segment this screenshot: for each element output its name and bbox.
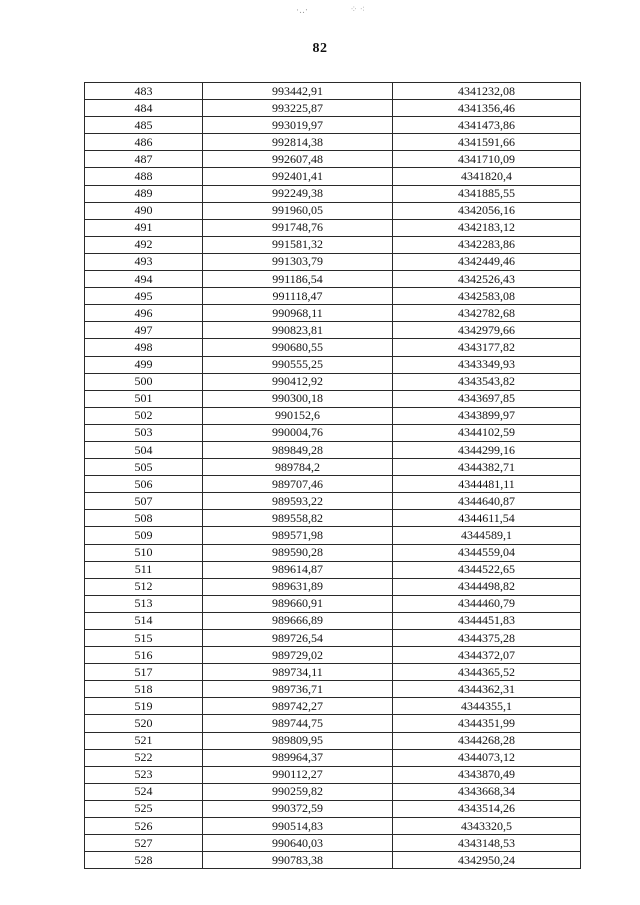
point-number-cell: 496: [85, 305, 203, 322]
x-coordinate-cell: 990152,6: [203, 407, 393, 424]
table-row: [85, 219, 581, 236]
table-row: [85, 835, 581, 852]
page-number: 82: [312, 41, 328, 56]
table-row: [85, 476, 581, 493]
table-row: [85, 664, 581, 681]
x-coordinate-cell: 990680,55: [203, 339, 393, 356]
y-coordinate-cell: 4342526,43: [393, 271, 581, 288]
x-coordinate-cell: 990300,18: [203, 390, 393, 407]
table-row: [85, 373, 581, 390]
point-number-cell: 513: [85, 595, 203, 612]
coordinates-table-body: [85, 83, 581, 869]
x-coordinate-cell: 991186,54: [203, 271, 393, 288]
x-coordinate-cell: 989660,91: [203, 595, 393, 612]
y-coordinate-cell: 4342950,24: [393, 852, 581, 869]
point-number-cell: 501: [85, 390, 203, 407]
table-row: [85, 766, 581, 783]
table-row: [85, 595, 581, 612]
point-number-cell: 504: [85, 441, 203, 458]
table-row: [85, 339, 581, 356]
point-number-cell: 495: [85, 288, 203, 305]
y-coordinate-cell: 4344102,59: [393, 424, 581, 441]
x-coordinate-cell: 990372,59: [203, 800, 393, 817]
point-number-cell: 510: [85, 544, 203, 561]
table-row: [85, 134, 581, 151]
y-coordinate-cell: 4344268,28: [393, 732, 581, 749]
point-number-cell: 503: [85, 424, 203, 441]
point-number-cell: 515: [85, 630, 203, 647]
table-row: [85, 100, 581, 117]
y-coordinate-cell: 4344589,1: [393, 527, 581, 544]
y-coordinate-cell: 4341356,46: [393, 100, 581, 117]
point-number-cell: 499: [85, 356, 203, 373]
point-number-cell: 497: [85, 322, 203, 339]
point-number-cell: 487: [85, 151, 203, 168]
x-coordinate-cell: 990823,81: [203, 322, 393, 339]
table-row: [85, 185, 581, 202]
x-coordinate-cell: 991748,76: [203, 219, 393, 236]
x-coordinate-cell: 989666,89: [203, 612, 393, 629]
y-coordinate-cell: 4342979,66: [393, 322, 581, 339]
table-row: [85, 322, 581, 339]
table-row: [85, 305, 581, 322]
y-coordinate-cell: 4341710,09: [393, 151, 581, 168]
point-number-cell: 498: [85, 339, 203, 356]
table-row: [85, 818, 581, 835]
y-coordinate-cell: 4343543,82: [393, 373, 581, 390]
table-row: [85, 647, 581, 664]
point-number-cell: 512: [85, 578, 203, 595]
point-number-cell: 514: [85, 612, 203, 629]
x-coordinate-cell: 990514,83: [203, 818, 393, 835]
x-coordinate-cell: 989784,2: [203, 459, 393, 476]
x-coordinate-cell: 989734,11: [203, 664, 393, 681]
y-coordinate-cell: 4343320,5: [393, 818, 581, 835]
y-coordinate-cell: 4344365,52: [393, 664, 581, 681]
point-number-cell: 521: [85, 732, 203, 749]
point-number-cell: 507: [85, 493, 203, 510]
table-row: [85, 253, 581, 270]
y-coordinate-cell: 4343148,53: [393, 835, 581, 852]
x-coordinate-cell: 989736,71: [203, 681, 393, 698]
point-number-cell: 493: [85, 253, 203, 270]
x-coordinate-cell: 993019,97: [203, 117, 393, 134]
point-number-cell: 492: [85, 236, 203, 253]
point-number-cell: 500: [85, 373, 203, 390]
y-coordinate-cell: 4343899,97: [393, 407, 581, 424]
point-number-cell: 490: [85, 202, 203, 219]
table-row: [85, 527, 581, 544]
table-row: [85, 236, 581, 253]
x-coordinate-cell: 991960,05: [203, 202, 393, 219]
table-row: [85, 493, 581, 510]
point-number-cell: 509: [85, 527, 203, 544]
y-coordinate-cell: 4344559,04: [393, 544, 581, 561]
y-coordinate-cell: 4344481,11: [393, 476, 581, 493]
y-coordinate-cell: 4341820,4: [393, 168, 581, 185]
x-coordinate-cell: 993442,91: [203, 83, 393, 100]
point-number-cell: 494: [85, 271, 203, 288]
y-coordinate-cell: 4344299,16: [393, 441, 581, 458]
point-number-cell: 519: [85, 698, 203, 715]
point-number-cell: 488: [85, 168, 203, 185]
table-row: [85, 459, 581, 476]
table-row: [85, 544, 581, 561]
x-coordinate-cell: 990783,38: [203, 852, 393, 869]
table-row: [85, 612, 581, 629]
y-coordinate-cell: 4344460,79: [393, 595, 581, 612]
point-number-cell: 527: [85, 835, 203, 852]
table-row: [85, 356, 581, 373]
x-coordinate-cell: 989849,28: [203, 441, 393, 458]
point-number-cell: 489: [85, 185, 203, 202]
x-coordinate-cell: 989726,54: [203, 630, 393, 647]
y-coordinate-cell: 4341591,66: [393, 134, 581, 151]
y-coordinate-cell: 4344372,07: [393, 647, 581, 664]
x-coordinate-cell: 989631,89: [203, 578, 393, 595]
point-number-cell: 502: [85, 407, 203, 424]
table-row: [85, 561, 581, 578]
y-coordinate-cell: 4343514,26: [393, 800, 581, 817]
x-coordinate-cell: 990412,92: [203, 373, 393, 390]
point-number-cell: 506: [85, 476, 203, 493]
table-row: [85, 202, 581, 219]
y-coordinate-cell: 4344498,82: [393, 578, 581, 595]
y-coordinate-cell: 4342056,16: [393, 202, 581, 219]
y-coordinate-cell: 4344362,31: [393, 681, 581, 698]
table-row: [85, 715, 581, 732]
table-row: [85, 698, 581, 715]
table-row: [85, 117, 581, 134]
table-row: [85, 800, 581, 817]
point-number-cell: 486: [85, 134, 203, 151]
point-number-cell: 518: [85, 681, 203, 698]
x-coordinate-cell: 990259,82: [203, 783, 393, 800]
table-row: [85, 407, 581, 424]
point-number-cell: 485: [85, 117, 203, 134]
y-coordinate-cell: 4341232,08: [393, 83, 581, 100]
x-coordinate-cell: 989744,75: [203, 715, 393, 732]
table-row: [85, 390, 581, 407]
x-coordinate-cell: 990968,11: [203, 305, 393, 322]
x-coordinate-cell: 989614,87: [203, 561, 393, 578]
x-coordinate-cell: 991581,32: [203, 236, 393, 253]
x-coordinate-cell: 990112,27: [203, 766, 393, 783]
x-coordinate-cell: 992607,48: [203, 151, 393, 168]
table-row: [85, 424, 581, 441]
point-number-cell: 522: [85, 749, 203, 766]
point-number-cell: 526: [85, 818, 203, 835]
y-coordinate-cell: 4344451,83: [393, 612, 581, 629]
x-coordinate-cell: 989729,02: [203, 647, 393, 664]
x-coordinate-cell: 991118,47: [203, 288, 393, 305]
y-coordinate-cell: 4341473,86: [393, 117, 581, 134]
y-coordinate-cell: 4344640,87: [393, 493, 581, 510]
y-coordinate-cell: 4344382,71: [393, 459, 581, 476]
x-coordinate-cell: 989964,37: [203, 749, 393, 766]
table-row: [85, 271, 581, 288]
y-coordinate-cell: 4344073,12: [393, 749, 581, 766]
point-number-cell: 523: [85, 766, 203, 783]
point-number-cell: 517: [85, 664, 203, 681]
x-coordinate-cell: 989707,46: [203, 476, 393, 493]
table-row: [85, 852, 581, 869]
table-row: [85, 732, 581, 749]
y-coordinate-cell: 4343668,34: [393, 783, 581, 800]
table-row: [85, 151, 581, 168]
table-row: [85, 441, 581, 458]
x-coordinate-cell: 990004,76: [203, 424, 393, 441]
x-coordinate-cell: 992249,38: [203, 185, 393, 202]
scan-artifact: ⁘ ⁖: [350, 4, 366, 14]
y-coordinate-cell: 4344375,28: [393, 630, 581, 647]
point-number-cell: 525: [85, 800, 203, 817]
table-row: [85, 749, 581, 766]
y-coordinate-cell: 4341885,55: [393, 185, 581, 202]
x-coordinate-cell: 989571,98: [203, 527, 393, 544]
x-coordinate-cell: 989593,22: [203, 493, 393, 510]
coordinates-table: [84, 82, 581, 869]
y-coordinate-cell: 4343349,93: [393, 356, 581, 373]
y-coordinate-cell: 4344522,65: [393, 561, 581, 578]
x-coordinate-cell: 993225,87: [203, 100, 393, 117]
y-coordinate-cell: 4342449,46: [393, 253, 581, 270]
scan-artifact: ·‥‧: [296, 5, 308, 15]
x-coordinate-cell: 989809,95: [203, 732, 393, 749]
point-number-cell: 484: [85, 100, 203, 117]
y-coordinate-cell: 4343697,85: [393, 390, 581, 407]
point-number-cell: 491: [85, 219, 203, 236]
point-number-cell: 516: [85, 647, 203, 664]
point-number-cell: 528: [85, 852, 203, 869]
y-coordinate-cell: 4342583,08: [393, 288, 581, 305]
y-coordinate-cell: 4343870,49: [393, 766, 581, 783]
x-coordinate-cell: 992401,41: [203, 168, 393, 185]
table-row: [85, 630, 581, 647]
point-number-cell: 520: [85, 715, 203, 732]
point-number-cell: 511: [85, 561, 203, 578]
table-row: [85, 681, 581, 698]
table-row: [85, 578, 581, 595]
y-coordinate-cell: 4344611,54: [393, 510, 581, 527]
table-row: [85, 168, 581, 185]
y-coordinate-cell: 4342283,86: [393, 236, 581, 253]
y-coordinate-cell: 4344351,99: [393, 715, 581, 732]
table-row: [85, 288, 581, 305]
table-row: [85, 83, 581, 100]
table-row: [85, 510, 581, 527]
point-number-cell: 505: [85, 459, 203, 476]
point-number-cell: 524: [85, 783, 203, 800]
point-number-cell: 508: [85, 510, 203, 527]
x-coordinate-cell: 991303,79: [203, 253, 393, 270]
x-coordinate-cell: 989590,28: [203, 544, 393, 561]
x-coordinate-cell: 992814,38: [203, 134, 393, 151]
y-coordinate-cell: 4342183,12: [393, 219, 581, 236]
x-coordinate-cell: 989742,27: [203, 698, 393, 715]
table-row: [85, 783, 581, 800]
point-number-cell: 483: [85, 83, 203, 100]
x-coordinate-cell: 990555,25: [203, 356, 393, 373]
y-coordinate-cell: 4343177,82: [393, 339, 581, 356]
y-coordinate-cell: 4342782,68: [393, 305, 581, 322]
x-coordinate-cell: 989558,82: [203, 510, 393, 527]
x-coordinate-cell: 990640,03: [203, 835, 393, 852]
y-coordinate-cell: 4344355,1: [393, 698, 581, 715]
